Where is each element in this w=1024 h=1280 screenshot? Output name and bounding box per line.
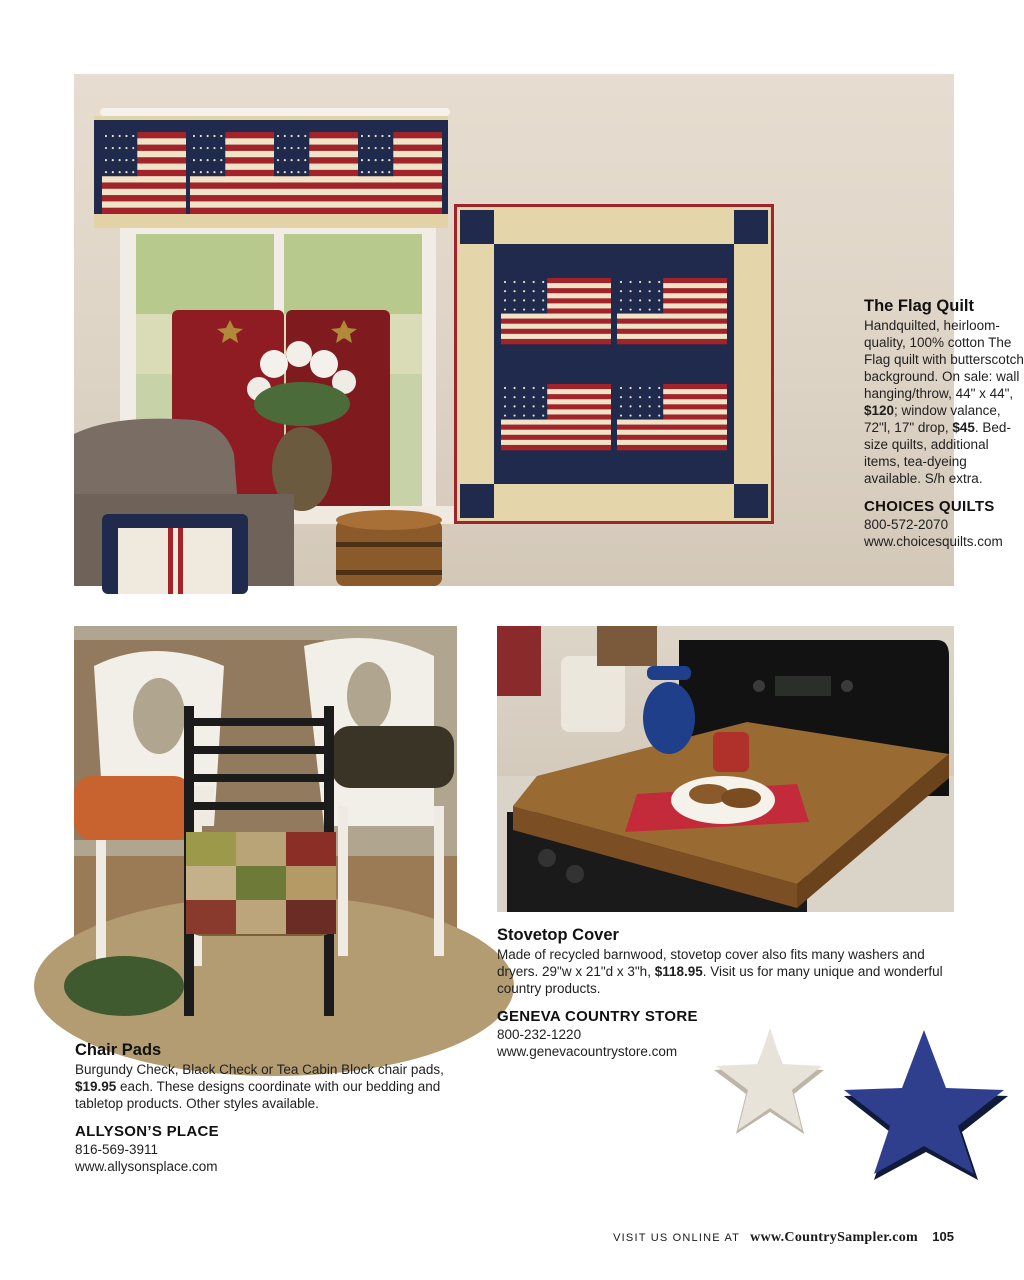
vendor-name: CHOICES QUILTS — [864, 498, 995, 515]
page-footer — [0, 1229, 954, 1246]
flag-block — [617, 278, 727, 344]
blue-star-icon — [844, 1030, 1008, 1180]
decorative-stars — [706, 1024, 1010, 1180]
vendor-phone: 800-572-2070 — [864, 517, 949, 532]
product-title: Stovetop Cover — [497, 926, 619, 944]
product-description: Burgundy Check, Black Check or Tea Cabin Block chair pads, $19.95 each. These designs coordinate with our bedding and tabletop products. Other styles available. — [75, 1062, 444, 1111]
flag-block — [102, 132, 186, 214]
page-number: 105 — [932, 1229, 954, 1244]
flag-valance — [94, 116, 448, 228]
product-description: Handquilted, heirloom-quality, 100% cotton The Flag quilt with butterscotch background. On sale: wall hanging/throw, 44" x 44", $120; window valance, 72"l, 17" drop, $45. Bed-size quilts, additional items, tea-dyeing available. S/h extra. — [864, 318, 1024, 486]
product-title: Chair Pads — [75, 1041, 162, 1059]
price: $19.95 — [75, 1079, 117, 1094]
stovetop-cover-scene — [497, 626, 954, 912]
site-link[interactable]: www.CountrySampler.com — [750, 1230, 919, 1245]
chair-pads-photo — [74, 626, 457, 1026]
whitewash-star-icon — [714, 1028, 824, 1134]
flag-block — [190, 132, 274, 214]
product-description: Made of recycled barnwood, stovetop cover also fits many washers and dryers. 29"w x 21"d x 3"h, $118.95. Visit us for many unique and wonderful country products. — [497, 947, 943, 996]
price: $118.95 — [654, 964, 703, 979]
flag-block — [274, 132, 358, 214]
vendor-phone: 800-232-1220 — [497, 1027, 582, 1042]
flag-quilt-scene — [74, 74, 954, 586]
price: $45 — [952, 420, 975, 435]
visit-label: VISIT US ONLINE AT — [613, 1232, 740, 1244]
flag-block — [501, 384, 611, 450]
stovetop-cover-photo — [497, 626, 954, 912]
price: $120 — [864, 403, 895, 418]
product-title: The Flag Quilt — [864, 297, 974, 315]
flag-block — [358, 132, 442, 214]
vendor-website[interactable]: www.allysonsplace.com — [75, 1159, 218, 1174]
chair-pads-copy — [75, 1040, 460, 1175]
flag-quilt-copy — [864, 296, 1024, 550]
flag-quilt-photo — [74, 74, 1024, 586]
vendor-name: GENEVA COUNTRY STORE — [497, 1008, 698, 1025]
chair-pads-scene — [74, 626, 457, 1026]
vendor-website[interactable]: www.genevacountrystore.com — [497, 1044, 678, 1059]
vendor-phone: 816-569-3911 — [75, 1142, 159, 1157]
vendor-website[interactable]: www.choicesquilts.com — [864, 534, 1003, 549]
flag-block — [501, 278, 611, 344]
flag-block — [617, 384, 727, 450]
vendor-name: ALLYSON’S PLACE — [75, 1123, 219, 1140]
flag-quilt — [454, 204, 774, 524]
